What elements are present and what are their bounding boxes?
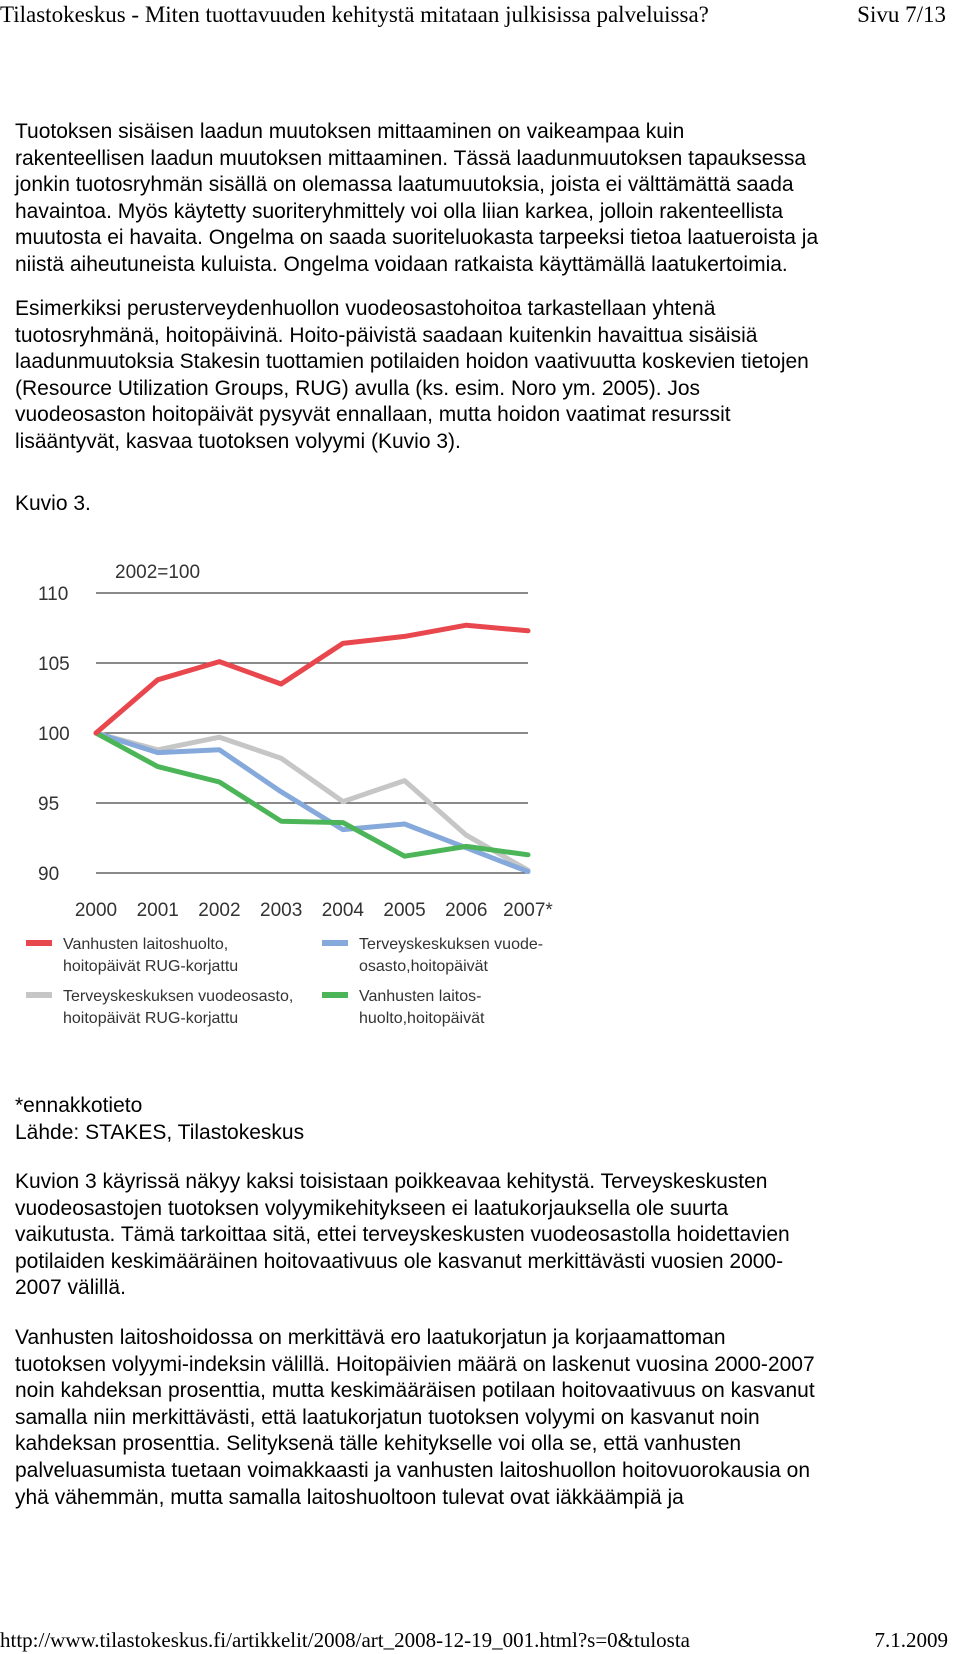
- text-line: Kuvio 3.: [15, 492, 91, 515]
- legend-swatch: [322, 940, 348, 946]
- legend-swatch: [26, 992, 52, 998]
- x-tick-label: 2001: [136, 900, 179, 921]
- legend-label: hoitopäivät RUG-korjattu: [63, 1010, 239, 1027]
- chart-title: 2002=100: [115, 562, 201, 583]
- text-line: yhä vähemmän, mutta samalla laitoshuoltoon tulevat ovat iäkkäämpiä ja: [15, 1485, 684, 1509]
- text-line: tuotoksen volyymi-indeksin välillä. Hoitopäivien määrä on laskenut vuosina 2000-2007: [15, 1352, 815, 1376]
- legend-label: huolto,hoitopäivät: [359, 1010, 485, 1027]
- x-tick-label: 2004: [321, 900, 364, 921]
- y-tick-label: 105: [38, 654, 70, 675]
- footer-date: 7.1.2009: [874, 1628, 948, 1652]
- footnote-line: *ennakkotieto: [15, 1094, 143, 1117]
- footer-url[interactable]: http://www.tilastokeskus.fi/artikkelit/2008/art_2008-12-19_001.html?s=0&tulosta: [0, 1628, 690, 1652]
- text-line: kahdeksan prosenttia. Selityksenä tälle kehitykselle voi olla se, että vanhusten: [15, 1432, 742, 1456]
- text-line: noin kahdeksan prosenttia, mutta keskimääräisen potilaan hoitovaativuus on kasvanut: [15, 1379, 815, 1403]
- legend-label: osasto,hoitopäivät: [359, 958, 488, 975]
- paragraph-4: [15, 1325, 950, 1511]
- text-line: Kuvion 3 käyrissä näkyy kaksi toisistaan poikkeavaa kehitystä. Terveyskeskusten: [15, 1170, 768, 1193]
- legend-label: Vanhusten laitos-: [359, 988, 482, 1005]
- series-line: [96, 625, 528, 733]
- y-tick-label: 90: [38, 864, 60, 885]
- legend-label: hoitopäivät RUG-korjattu: [63, 958, 239, 975]
- text-line: tuotosryhmänä, hoitopäivinä. Hoito-päivistä saadaan kuitenkin havaittua sisäisiä: [15, 323, 758, 347]
- y-tick-label: 110: [38, 584, 69, 605]
- text-line: samalla niin merkittävästi, että laatukorjatun tuotoksen volyymi on kasvanut noin: [15, 1405, 760, 1429]
- x-tick-label: 2002: [198, 900, 241, 921]
- text-line: muutosta ei havaita. Ongelma on saada suoriteluokasta tarpeeksi tietoa laatueroista ja: [15, 226, 819, 250]
- x-tick-label: 2005: [383, 900, 426, 921]
- text-line: vuodeosaston hoitopäivät pysyvät ennallaan, mutta hoidon vaatimat resurssit: [15, 403, 731, 427]
- text-line: havaintoa. Myös käytetty suoriteryhmittely voi olla liian karkea, jolloin rakenteellista: [15, 199, 784, 223]
- legend-label: Terveyskeskuksen vuodeosasto,: [63, 988, 294, 1005]
- text-line: niistä aiheutuneista kuluista. Ongelma voidaan ratkaista käyttämällä laatukertoimia.: [15, 252, 788, 276]
- page-number: Sivu 7/13: [857, 2, 946, 27]
- text-line: palveluasumista tuetaan voimakkaasti ja vanhusten laitoshuollon hoitovuorokausia on: [15, 1458, 810, 1482]
- text-line: lisääntyvät, kasvaa tuotoksen volyymi (Kuvio 3).: [15, 429, 461, 453]
- line-chart: [20, 560, 580, 1060]
- figure-caption: [15, 491, 950, 518]
- chart-svg: [20, 560, 580, 1060]
- page-header-title: Tilastokeskus - Miten tuottavuuden kehitystä mitataan julkisissa palveluissa?: [0, 2, 709, 27]
- text-line: laadunmuutoksia Stakesin tuottamien potilaiden hoidon vaativuutta koskevien tietojen: [15, 350, 809, 374]
- text-line: Esimerkiksi perusterveydenhuollon vuodeosastohoitoa tarkastellaan yhtenä: [15, 297, 716, 320]
- text-line: Vanhusten laitoshoidossa on merkittävä ero laatukorjatun ja korjaamattoman: [15, 1326, 726, 1349]
- text-line: vuodeosastojen tuotoksen volyymikehitykseen ei laatukorjauksella ole suurta: [15, 1196, 729, 1220]
- legend-swatch: [26, 940, 52, 946]
- text-line: Tuotoksen sisäisen laadun muutoksen mittaaminen on vaikeampaa kuin: [15, 120, 685, 143]
- x-tick-label: 2003: [260, 900, 303, 921]
- paragraph-1: [15, 119, 950, 279]
- series-line: [96, 733, 528, 872]
- text-line: vaikutusta. Tämä tarkoittaa sitä, ettei terveyskeskusten vuodeosastolla hoidettavien: [15, 1223, 790, 1247]
- legend-label: Vanhusten laitoshuolto,: [63, 936, 229, 953]
- legend-swatch: [322, 992, 348, 998]
- paragraph-3: [15, 1169, 950, 1302]
- text-line: 2007 välillä.: [15, 1276, 126, 1300]
- x-tick-label: 2006: [445, 900, 488, 921]
- x-tick-label: 2000: [74, 900, 118, 921]
- text-line: (Resource Utilization Groups, RUG) avulla (ks. esim. Noro ym. 2005). Jos: [15, 376, 701, 400]
- text-line: potilaiden keskimääräinen hoitovaativuus ole kasvanut merkittävästi vuosien 2000-: [15, 1249, 784, 1273]
- x-tick-label: 2007*: [503, 900, 553, 921]
- chart-source: [15, 1093, 950, 1146]
- text-line: jonkin tuotosryhmän sisällä on olemassa laatumuutoksia, joista ei välttämättä saada: [15, 173, 794, 197]
- y-tick-label: 95: [38, 794, 60, 815]
- source-line: Lähde: STAKES, Tilastokeskus: [15, 1120, 305, 1144]
- legend-label: Terveyskeskuksen vuode-: [359, 936, 544, 953]
- text-line: rakenteellisen laadun muutoksen mittaaminen. Tässä laadunmuutoksen tapauksessa: [15, 146, 807, 170]
- paragraph-2: [15, 296, 950, 456]
- y-tick-label: 100: [38, 724, 70, 745]
